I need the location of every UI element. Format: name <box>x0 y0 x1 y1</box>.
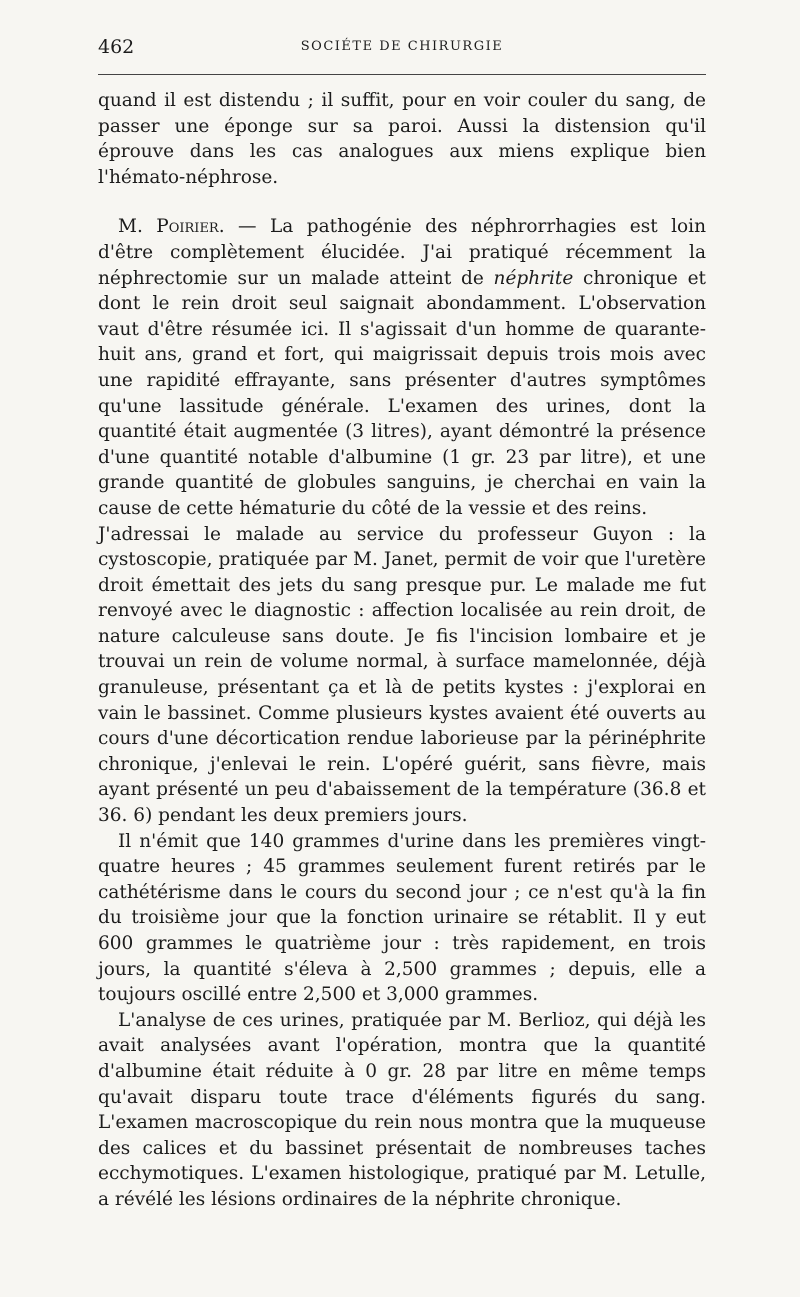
paragraph-guyon: J'adressai le malade au service du professeur Guyon : la cystoscopie, pratiquée par M. Janet, permit de voir que l'uretère droit émettait des jets du sang presque pur. Le malade me fut renvoyé avec le diagnostic : affection localisée au rein droit, de nature calculeuse sans doute. Je fis l'incision lombaire et je trouvai un rein de volume normal, à surface mamelonnée, déjà granuleuse, présentant ça et là de petits kystes : j'explorai en vain le bassinet. Comme plusieurs kystes avaient été ouverts au cours d'une décortication rendue laborieuse par la périnéphrite chronique, j'enlevai le rein. L'opéré guérit, sans fièvre, mais ayant présenté un peu d'abaissement de la température (36.8 et 36. 6) pendant les deux premiers jours. <box>98 523 706 827</box>
paragraph-poirier <box>98 214 706 521</box>
paragraph-text-before: — La pathogénie des néphrorrhagies est loin d'être complètement élucidée. J'ai pratiqué récemment la néphrectomie sur un malade atteint de <box>98 216 707 289</box>
page-header <box>98 36 706 58</box>
paragraph-urine-quantity: Il n'émit que 140 grammes d'urine dans les premières vingt-quatre heures ; 45 grammes seulement furent retirés par le cathétérisme dans le cours du second jour ; ce n'est qu'à la fin du troisième jour que la fonction urinaire se rétablit. Il y eut 600 grammes le quatrième jour : très rapidement, en trois jours, la quantité s'éleva à 2,500 grammes ; depuis, elle a toujours oscillé entre 2,500 et 3,000 grammes. <box>98 830 706 1006</box>
italic-term: néphrite <box>493 267 574 289</box>
running-title: SOCIÉTE DE CHIRURGIE <box>300 39 504 54</box>
paragraph-text-after: chronique et dont le rein droit seul saignait abondamment. L'observation vaut d'être résumée ici. Il s'agissait d'un homme de quarante-huit ans, grand et fort, qui maigrissait depuis trois mois avec une rapidité effrayante, sans présenter d'autres symptômes qu'une lassitude générale. L'examen des urines, dont la quantité était augmentée (3 litres), ayant démontré la présence d'une quantité notable d'albumine (1 gr. 23 par litre), et une grande quantité de globules sanguins, je cherchai en vain la cause de cette hématurie du côté de la vessie et des reins. <box>98 267 706 519</box>
paragraph-continuation: quand il est distendu ; il suffit, pour en voir couler du sang, de passer une éponge sur sa paroi. Aussi la distension qu'il éprouve dans les cas analogues aux miens explique bien l'hémato-néphrose. <box>98 90 706 188</box>
paragraph-analysis: L'analyse de ces urines, pratiquée par M. Berlioz, qui déjà les avait analysées avant l'opération, montra que la quantité d'albumine était réduite à 0 gr. 28 par litre en même temps qu'avait disparu toute trace d'éléments figurés du sang. L'examen macroscopique du rein nous montra que la muqueuse des calices et du bassinet présentait de nombreuses taches ecchymotiques. L'examen histologique, pratiqué par M. Letulle, a révélé les lésions ordinaires de la néphrite chronique. <box>98 1009 706 1210</box>
speaker-name: M. Poirier. <box>118 216 225 238</box>
body-text <box>98 88 706 1213</box>
header-rule <box>98 74 706 75</box>
page-number: 462 <box>98 36 135 58</box>
